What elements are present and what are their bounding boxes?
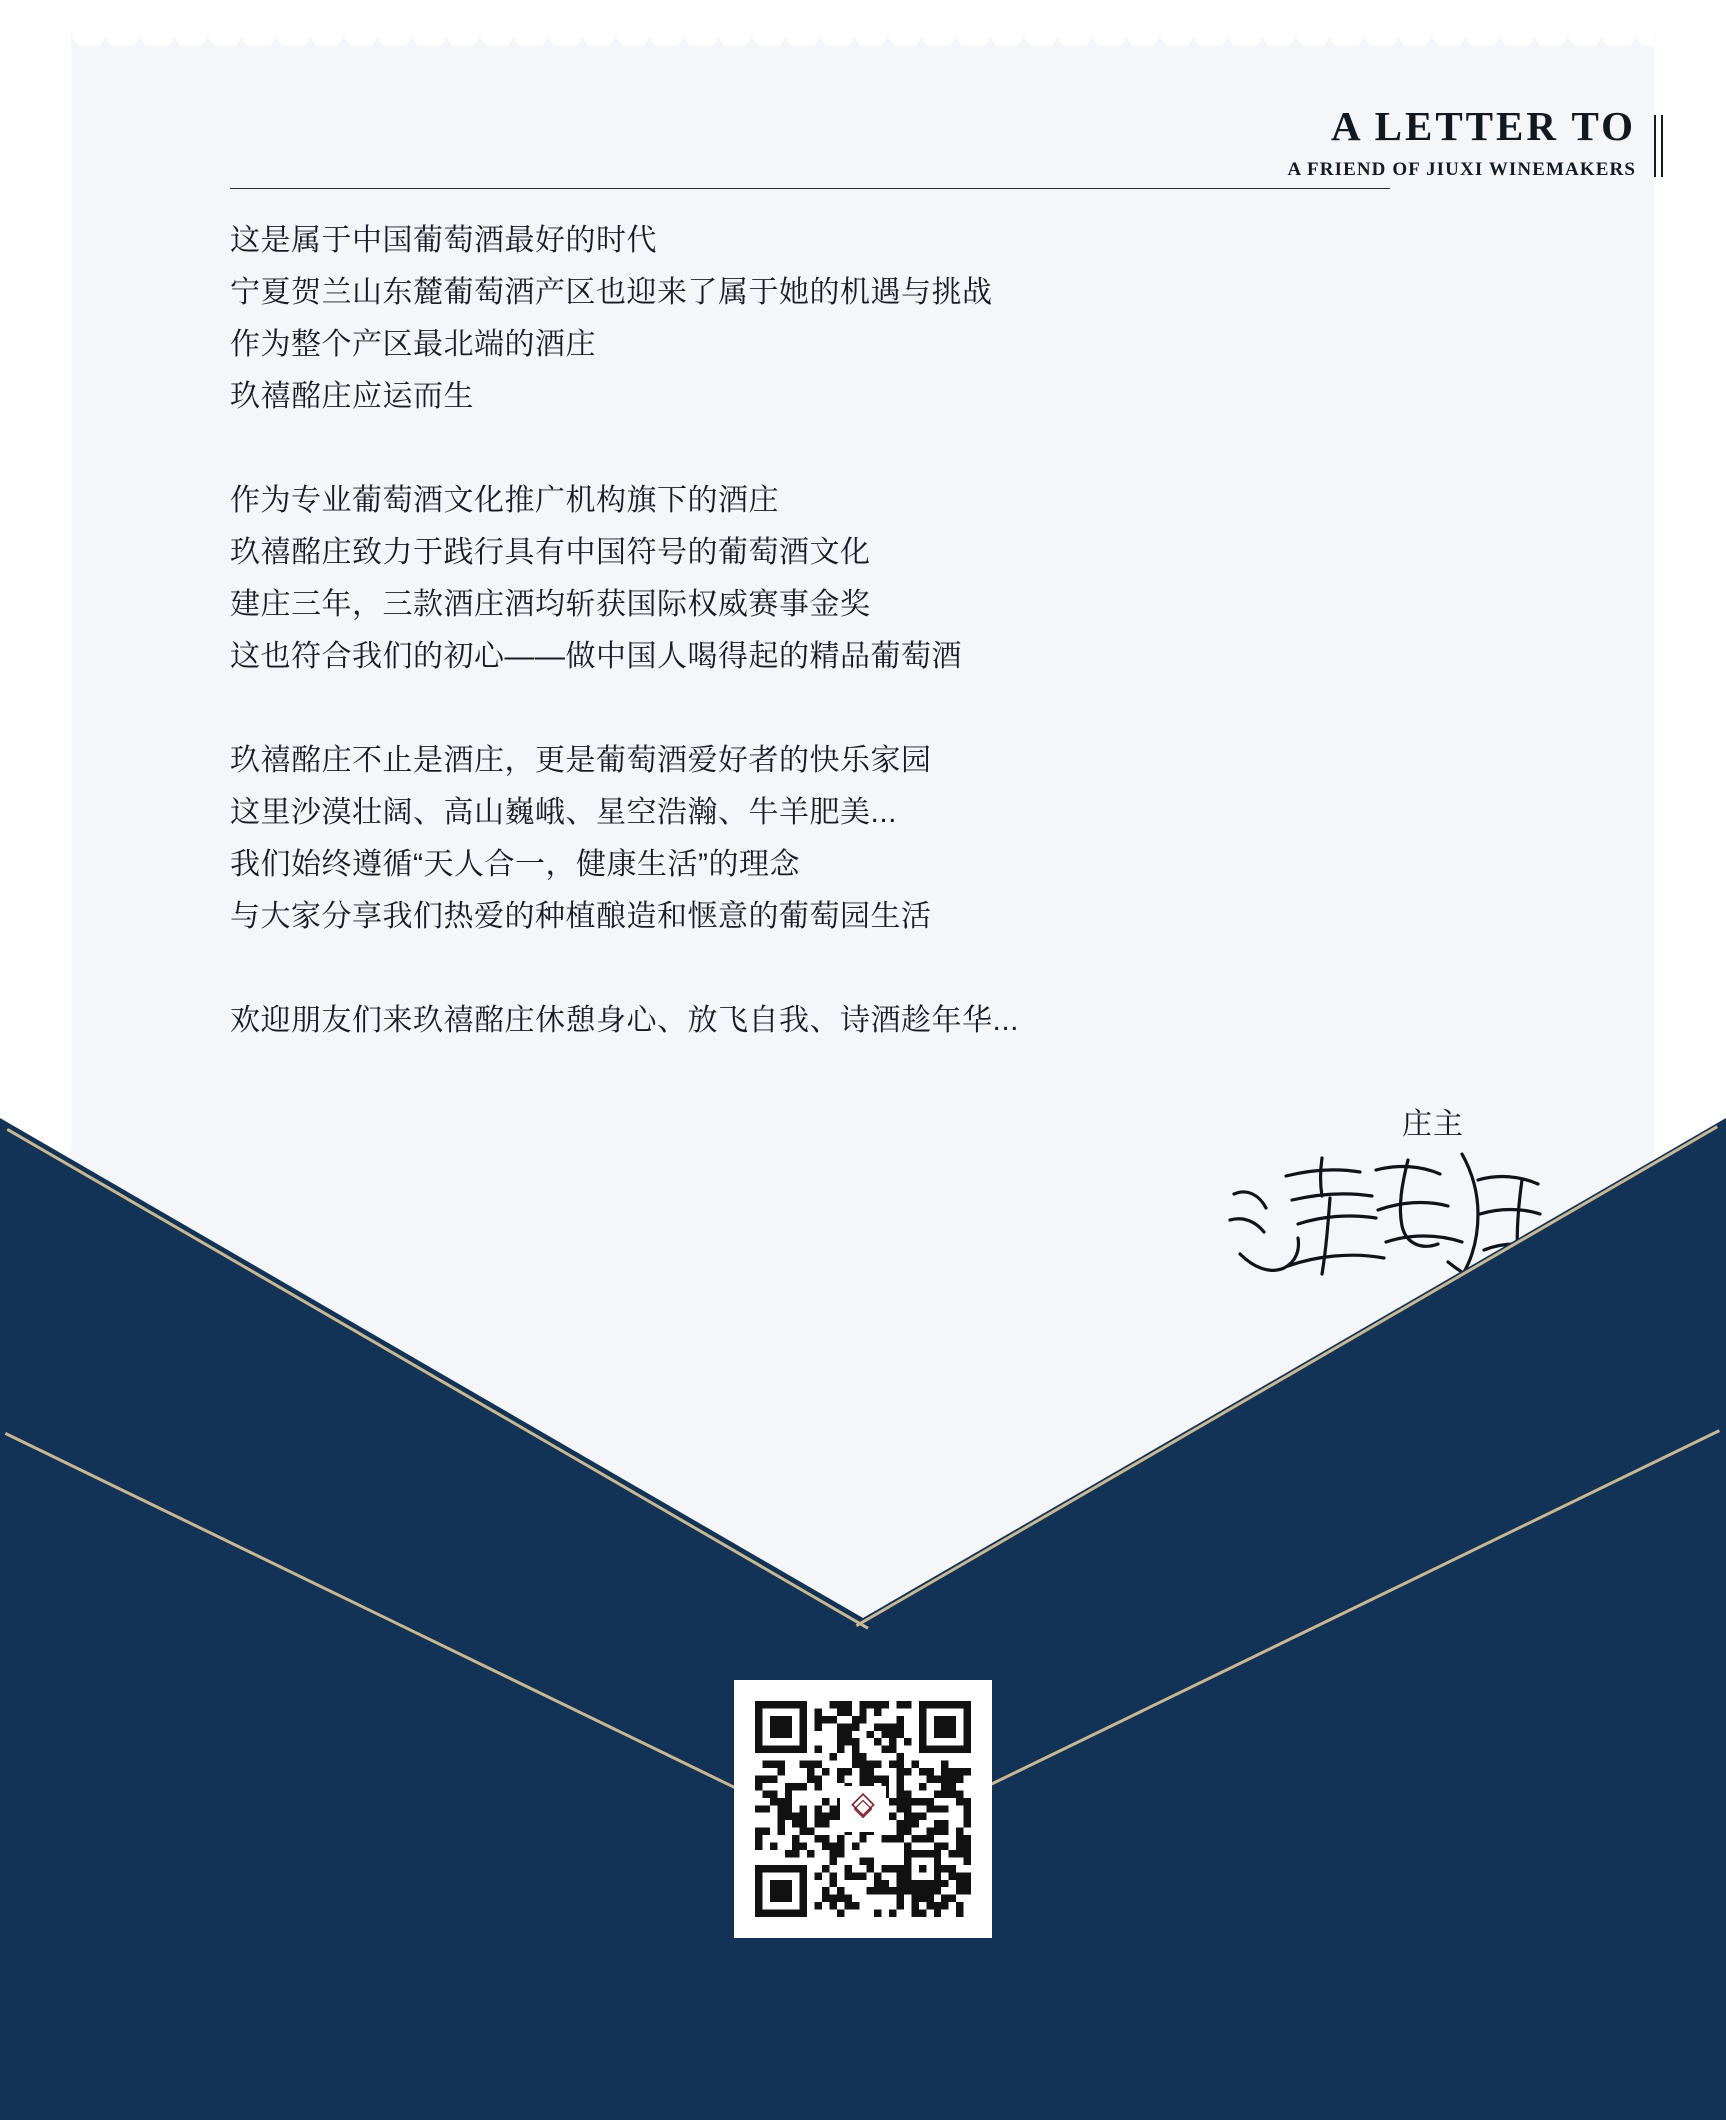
letter-line: 这也符合我们的初心——做中国人喝得起的精品葡萄酒 bbox=[230, 640, 962, 673]
letter-line: 玖禧酩庄应运而生 bbox=[230, 380, 474, 413]
letter-line: 欢迎朋友们来玖禧酩庄休憩身心、放飞自我、诗酒趁年华... bbox=[230, 1004, 1020, 1037]
letter-line: 玖禧酩庄不止是酒庄，更是葡萄酒爱好者的快乐家园 bbox=[230, 744, 932, 777]
double-bar-ornament-icon bbox=[1652, 115, 1666, 177]
page-subtitle: A FRIEND OF JIUXI WINEMAKERS bbox=[1287, 159, 1636, 181]
signature-role-label: 庄主 bbox=[1402, 1108, 1464, 1141]
letter-stanza bbox=[230, 475, 1430, 683]
letter-stanza bbox=[230, 735, 1430, 943]
letter-line: 作为专业葡萄酒文化推广机构旗下的酒庄 bbox=[230, 484, 779, 517]
letter-line: 我们始终遵循“天人合一，健康生活”的理念 bbox=[230, 848, 800, 881]
header-divider bbox=[230, 188, 1390, 189]
letter-body bbox=[230, 215, 1430, 1047]
letter-line: 玖禧酩庄致力于践行具有中国符号的葡萄酒文化 bbox=[230, 536, 871, 569]
letter-line: 宁夏贺兰山东麓葡萄酒产区也迎来了属于她的机遇与挑战 bbox=[230, 276, 993, 309]
letter-stanza bbox=[230, 995, 1430, 1047]
page-title: A LETTER TO bbox=[1331, 103, 1636, 149]
letter-header bbox=[1287, 105, 1666, 181]
letter-line: 这里沙漠壮阔、高山巍峨、星空浩瀚、牛羊肥美... bbox=[230, 796, 898, 829]
letter-line: 建庄三年，三款酒庄酒均斩获国际权威赛事金奖 bbox=[230, 588, 871, 621]
letter-line: 与大家分享我们热爱的种植酿造和惬意的葡萄园生活 bbox=[230, 900, 932, 933]
letter-line: 这是属于中国葡萄酒最好的时代 bbox=[230, 224, 657, 257]
letter-line: 作为整个产区最北端的酒庄 bbox=[230, 328, 596, 361]
diamond-icon bbox=[840, 1786, 886, 1832]
letter-stanza bbox=[230, 215, 1430, 423]
qr-code-card[interactable] bbox=[734, 1680, 992, 1938]
qr-code[interactable] bbox=[755, 1701, 971, 1917]
